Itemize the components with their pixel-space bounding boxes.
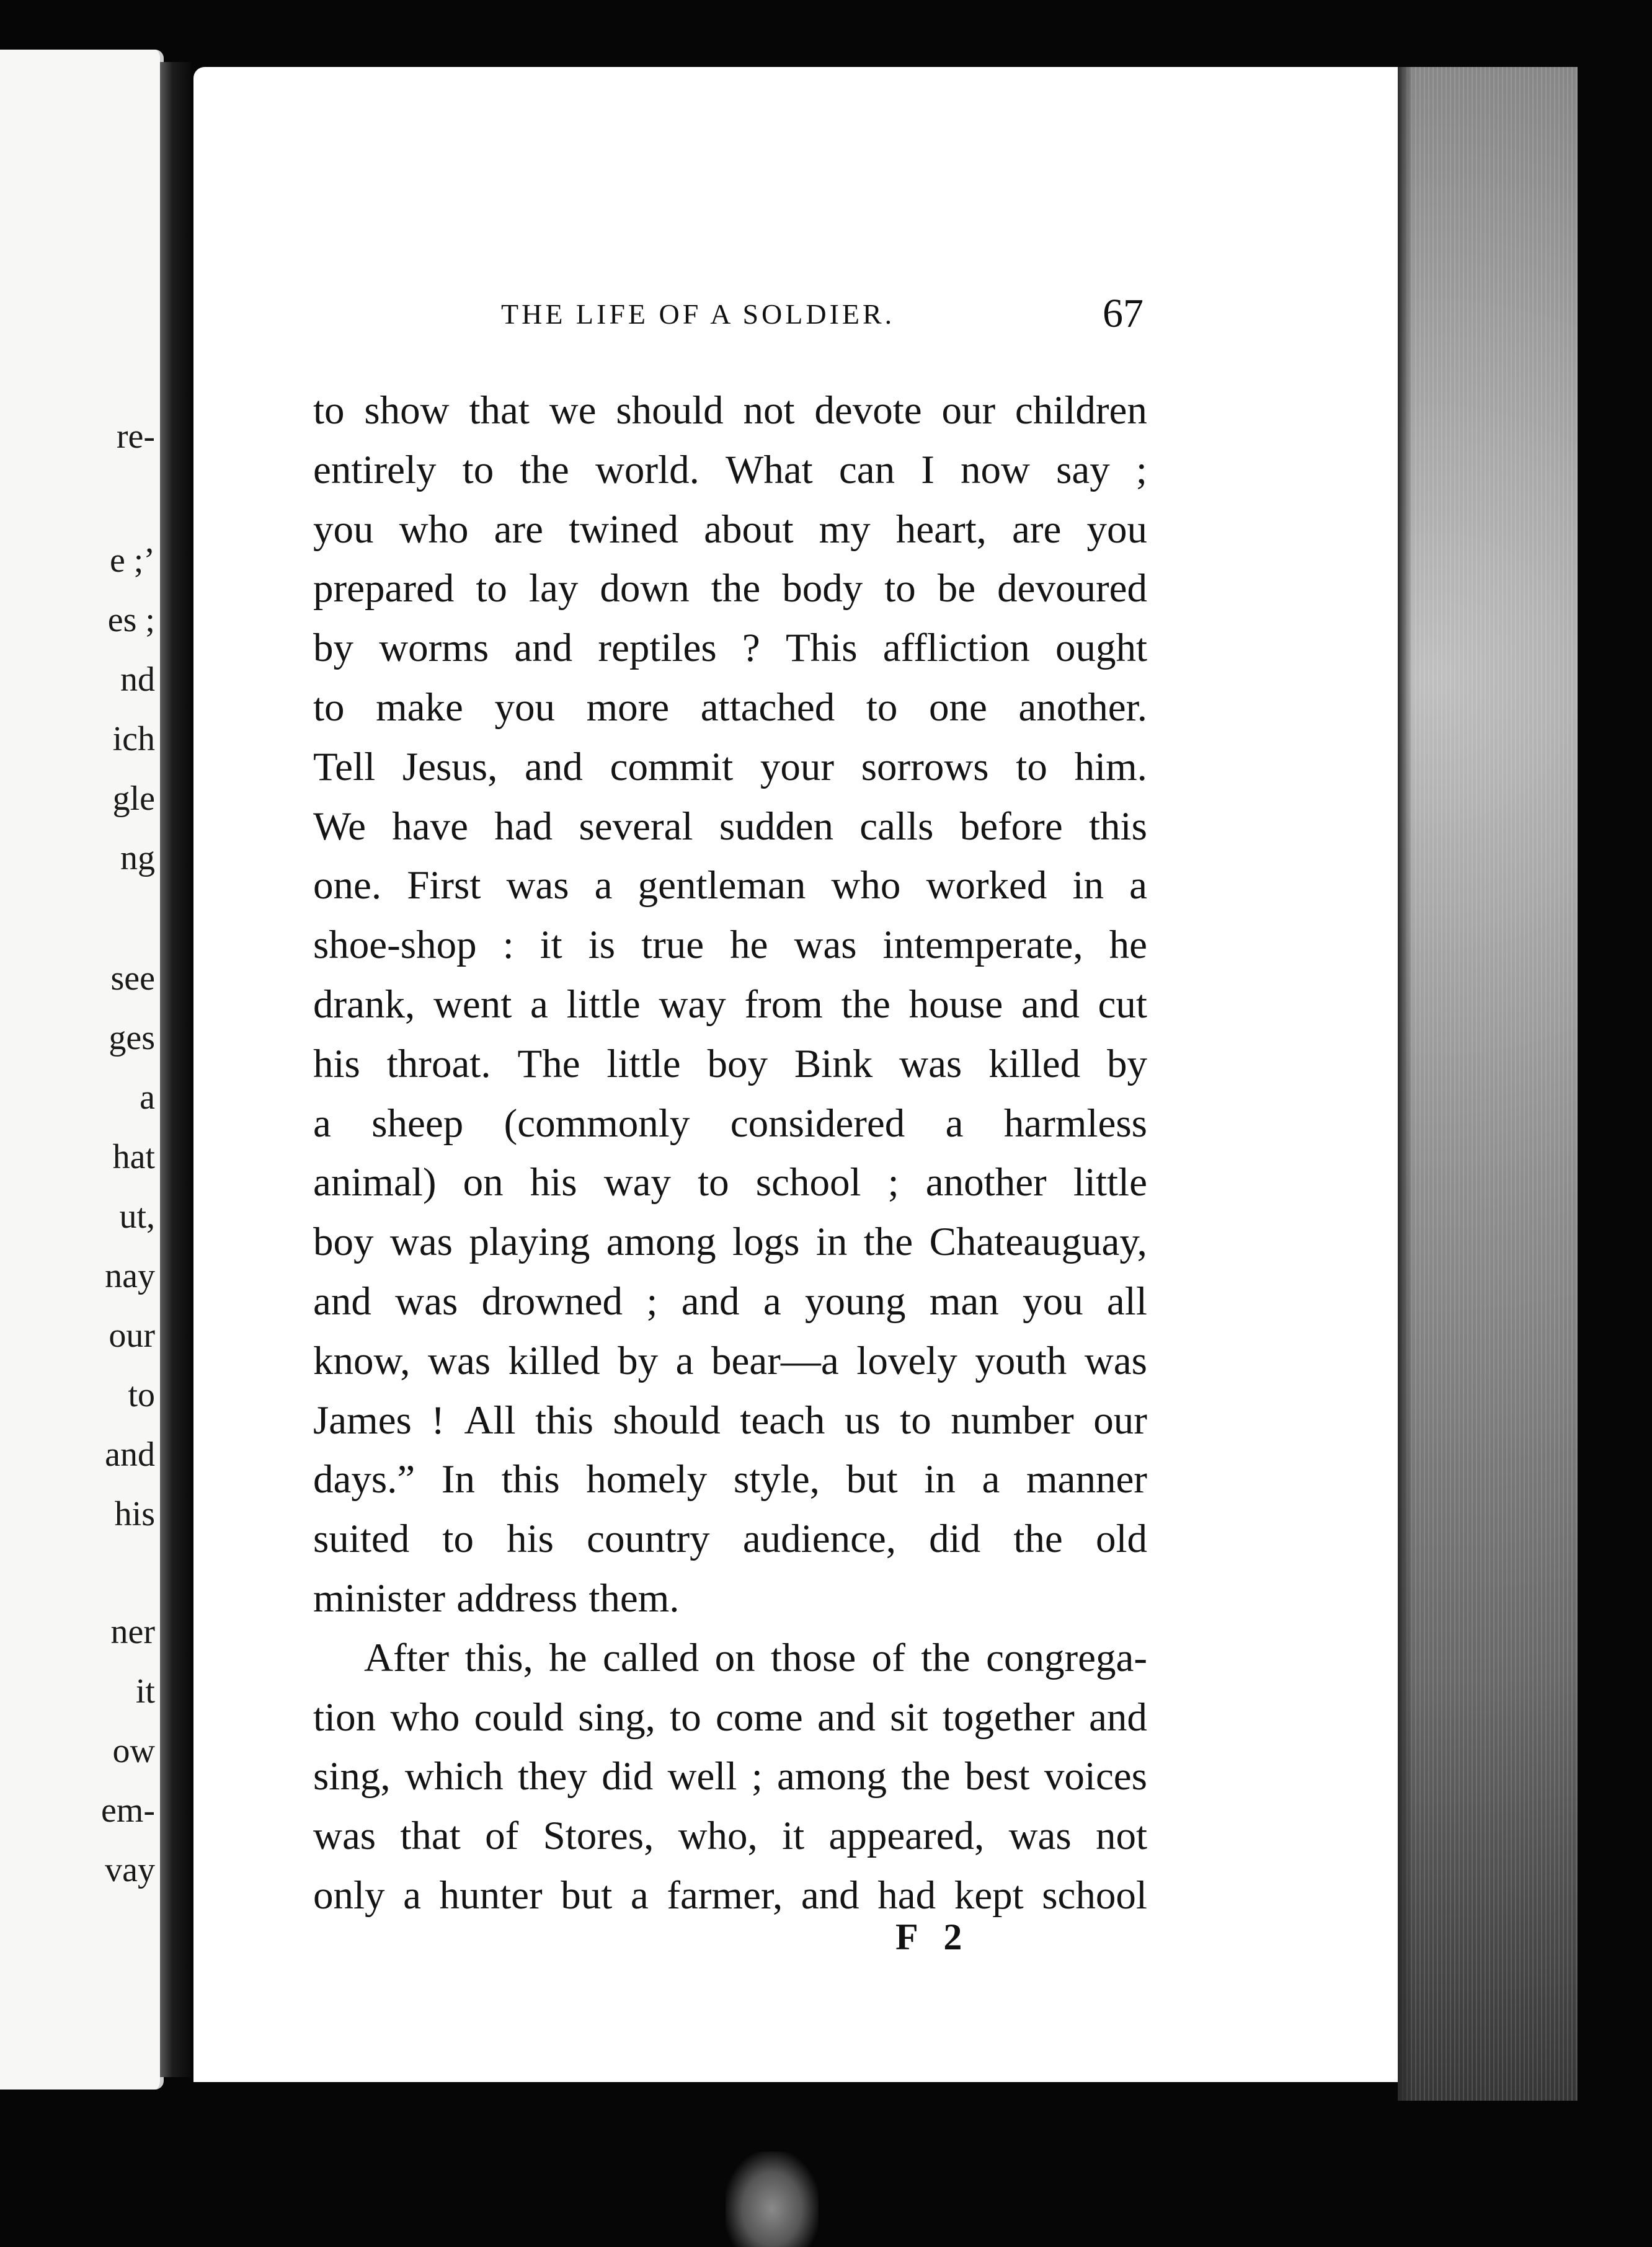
- word: which: [404, 1754, 504, 1799]
- word: to: [1016, 744, 1047, 789]
- word: cut: [1098, 982, 1147, 1027]
- page-edge-speckled: [1398, 67, 1578, 2101]
- left-page-fragment: and: [105, 1435, 155, 1474]
- word: our: [941, 388, 996, 433]
- word: country: [587, 1517, 710, 1562]
- word: we: [549, 388, 597, 433]
- word: you: [1086, 507, 1147, 552]
- word: by: [1107, 1041, 1147, 1086]
- text-line: [313, 500, 1147, 560]
- word: went: [433, 982, 512, 1027]
- running-head: THE LIFE OF A SOLDIER.: [501, 298, 895, 330]
- text-line: [313, 1510, 1147, 1569]
- word: killed: [988, 1041, 1081, 1086]
- word: down: [600, 566, 690, 611]
- word: one.: [313, 863, 382, 908]
- word: the: [901, 1754, 951, 1799]
- word: who: [399, 507, 469, 552]
- left-page-fragment: gle: [112, 779, 155, 818]
- word: throat.: [386, 1041, 491, 1086]
- left-page-fragment: es ;: [107, 601, 155, 639]
- word: ;: [1135, 447, 1147, 492]
- word: !: [431, 1398, 445, 1443]
- word: best: [964, 1754, 1030, 1799]
- text-line: [313, 1688, 1147, 1748]
- word: First: [407, 863, 481, 908]
- word: sorrows: [861, 744, 989, 789]
- left-page-fragment: hat: [112, 1138, 155, 1176]
- word: a: [403, 1872, 422, 1918]
- word: who: [831, 863, 901, 908]
- word: my: [819, 507, 871, 552]
- word: them.: [588, 1576, 680, 1621]
- word: and: [1089, 1695, 1147, 1740]
- text-line: [313, 1213, 1147, 1272]
- word: they: [518, 1754, 587, 1799]
- word: among: [606, 1220, 716, 1265]
- word: bear—a: [711, 1338, 839, 1383]
- body-text: [313, 381, 1147, 1926]
- word: in: [1072, 863, 1104, 908]
- word: well: [667, 1754, 737, 1799]
- word: animal): [313, 1160, 437, 1205]
- text-line: [313, 738, 1147, 797]
- word: boy: [707, 1041, 768, 1086]
- word: not: [1095, 1814, 1147, 1859]
- word: several: [579, 804, 693, 849]
- word: him.: [1074, 744, 1147, 789]
- word: This: [785, 626, 858, 671]
- word: a: [630, 1872, 649, 1918]
- word: know,: [313, 1338, 411, 1383]
- word: lay: [528, 566, 579, 611]
- word: was: [313, 1814, 376, 1859]
- word: on: [463, 1160, 504, 1205]
- word: school: [755, 1160, 861, 1205]
- page-number: 67: [1103, 291, 1144, 336]
- signature-mark: F 2: [895, 1917, 971, 1957]
- page-edge-shadow: [1398, 67, 1413, 2101]
- word: worms: [379, 626, 489, 671]
- word: the: [711, 566, 761, 611]
- word: and: [525, 744, 583, 789]
- word: commit: [610, 744, 734, 789]
- word: playing: [469, 1220, 590, 1265]
- text-line: [313, 441, 1147, 500]
- word: show: [364, 388, 450, 433]
- word: his: [507, 1517, 554, 1562]
- word: but: [846, 1457, 898, 1502]
- word: a: [594, 863, 613, 908]
- word: in: [815, 1220, 848, 1265]
- word: this: [535, 1398, 593, 1443]
- word: suited: [313, 1517, 410, 1562]
- word: farmer,: [667, 1872, 783, 1918]
- word: ;: [751, 1754, 763, 1799]
- word: to: [313, 388, 345, 433]
- word: (commonly: [504, 1101, 690, 1146]
- left-page-fragment: to: [128, 1376, 155, 1414]
- word: who,: [678, 1814, 758, 1859]
- word: style,: [733, 1457, 820, 1502]
- word: another.: [1018, 685, 1147, 730]
- left-facing-page: [0, 50, 164, 2090]
- word: :: [502, 923, 514, 968]
- word: The: [517, 1041, 580, 1086]
- word: intemperate,: [882, 923, 1083, 968]
- text-line: [313, 1391, 1147, 1451]
- text-line: [313, 619, 1147, 678]
- word: I: [921, 447, 935, 492]
- left-page-fragment: ich: [112, 720, 155, 758]
- word: only: [313, 1872, 385, 1918]
- word: ought: [1055, 626, 1147, 671]
- word: come: [716, 1695, 803, 1740]
- word: are: [1012, 507, 1062, 552]
- text-line: [313, 1747, 1147, 1807]
- word: it: [540, 923, 562, 968]
- word: a: [1129, 863, 1147, 908]
- word: killed: [508, 1338, 600, 1383]
- word: congrega-: [986, 1635, 1147, 1680]
- word: twined: [569, 507, 679, 552]
- word: man: [929, 1279, 999, 1324]
- word: your: [760, 744, 835, 789]
- word: and: [313, 1279, 371, 1324]
- text-line: [313, 381, 1147, 441]
- word: another: [925, 1160, 1047, 1205]
- word: more: [586, 685, 670, 730]
- word: the: [921, 1635, 970, 1680]
- word: boy: [313, 1220, 374, 1265]
- text-line: [313, 797, 1147, 857]
- word: the: [863, 1220, 913, 1265]
- word: Tell: [313, 744, 376, 789]
- word: devoured: [997, 566, 1147, 611]
- word: worked: [926, 863, 1047, 908]
- text-line: [313, 1094, 1147, 1154]
- word: of: [871, 1635, 905, 1680]
- text-line: [313, 1569, 1147, 1629]
- word: true: [641, 923, 704, 968]
- word: had: [877, 1872, 936, 1918]
- word: voices: [1044, 1754, 1147, 1799]
- word: lovely: [856, 1338, 957, 1383]
- text-line: [313, 1629, 1147, 1688]
- word: together: [942, 1695, 1075, 1740]
- word: house: [908, 982, 1003, 1027]
- word: way: [659, 982, 726, 1027]
- text-line: [313, 678, 1147, 738]
- left-page-fragment: ges: [109, 1019, 155, 1057]
- word: a: [982, 1457, 1000, 1502]
- word: a: [675, 1338, 694, 1383]
- word: way: [603, 1160, 672, 1205]
- word: say: [1056, 447, 1110, 492]
- word: that: [469, 388, 530, 433]
- text-line: [313, 1807, 1147, 1866]
- word: homely: [586, 1457, 708, 1502]
- word: After: [364, 1635, 450, 1680]
- word: was: [428, 1338, 491, 1383]
- word: attached: [700, 685, 835, 730]
- word: sit: [890, 1695, 928, 1740]
- word: to: [442, 1517, 474, 1562]
- word: a: [763, 1279, 781, 1324]
- word: was: [389, 1220, 453, 1265]
- text-line: [313, 1332, 1147, 1391]
- word: teach: [740, 1398, 825, 1443]
- word: that: [400, 1814, 461, 1859]
- word: gentleman: [637, 863, 806, 908]
- word: by: [313, 626, 353, 671]
- word: ?: [742, 626, 760, 671]
- word: ;: [887, 1160, 899, 1205]
- word: sheep: [371, 1101, 464, 1146]
- word: did: [602, 1754, 654, 1799]
- book-gutter: [160, 62, 191, 2077]
- word: did: [929, 1517, 981, 1562]
- word: was: [506, 863, 569, 908]
- word: you: [1023, 1279, 1083, 1324]
- scan-smudge: [726, 2152, 819, 2247]
- word: drowned: [481, 1279, 623, 1324]
- word: not: [743, 388, 795, 433]
- word: among: [777, 1754, 887, 1799]
- left-page-fragment: see: [110, 959, 155, 998]
- word: now: [961, 447, 1030, 492]
- word: but: [561, 1872, 613, 1918]
- word: old: [1095, 1517, 1147, 1562]
- left-page-fragment: ut,: [119, 1197, 155, 1236]
- word: sing,: [578, 1695, 655, 1740]
- left-page-fragment: it: [135, 1672, 155, 1711]
- word: heart,: [895, 507, 987, 552]
- word: In: [441, 1457, 476, 1502]
- word: a: [530, 982, 548, 1027]
- word: from: [744, 982, 823, 1027]
- word: should: [613, 1398, 721, 1443]
- word: kept: [954, 1872, 1024, 1918]
- word: his: [313, 1041, 360, 1086]
- word: to: [900, 1398, 931, 1443]
- word: one: [928, 685, 987, 730]
- word: and: [1021, 982, 1080, 1027]
- word: audience,: [742, 1517, 897, 1562]
- word: calls: [859, 804, 934, 849]
- word: this: [501, 1457, 560, 1502]
- word: those: [771, 1635, 856, 1680]
- word: it: [782, 1814, 805, 1859]
- text-line: [313, 559, 1147, 619]
- text-line: [313, 1153, 1147, 1213]
- word: all: [1106, 1279, 1147, 1324]
- word: he: [549, 1635, 587, 1680]
- left-page-fragment: em-: [100, 1791, 155, 1830]
- text-line: [313, 975, 1147, 1035]
- word: Jesus,: [402, 744, 498, 789]
- word: body: [782, 566, 863, 611]
- word: the: [520, 447, 569, 492]
- word: was: [794, 923, 857, 968]
- left-page-fragment: re-: [116, 417, 155, 456]
- word: minister: [313, 1576, 446, 1621]
- word: children: [1015, 388, 1147, 433]
- word: and: [801, 1872, 859, 1918]
- word: to: [698, 1160, 729, 1205]
- left-page-fragment: vay: [105, 1851, 155, 1889]
- word: sing,: [313, 1754, 391, 1799]
- word: appeared,: [828, 1814, 985, 1859]
- word: this: [1088, 804, 1147, 849]
- word: who: [390, 1695, 460, 1740]
- word: logs: [732, 1220, 800, 1265]
- word: ;: [646, 1279, 658, 1324]
- word: was: [1084, 1338, 1147, 1383]
- word: tion: [313, 1695, 376, 1740]
- word: shoe-shop: [313, 923, 477, 968]
- word: to: [313, 685, 345, 730]
- word: a: [313, 1101, 331, 1146]
- word: to: [884, 566, 916, 611]
- word: have: [392, 804, 468, 849]
- word: called: [603, 1635, 699, 1680]
- text-line: [313, 916, 1147, 975]
- word: you: [313, 507, 374, 552]
- word: James: [313, 1398, 412, 1443]
- word: his: [530, 1160, 577, 1205]
- word: could: [474, 1695, 564, 1740]
- word: reptiles: [598, 626, 717, 671]
- left-page-fragment: nd: [120, 660, 155, 699]
- word: on: [714, 1635, 755, 1680]
- word: can: [838, 447, 895, 492]
- word: address: [456, 1576, 578, 1621]
- word: drank,: [313, 982, 415, 1027]
- word: by: [618, 1338, 659, 1383]
- word: little: [606, 1041, 681, 1086]
- text-line: [313, 1450, 1147, 1510]
- word: us: [844, 1398, 881, 1443]
- word: to: [670, 1695, 701, 1740]
- word: Stores,: [543, 1814, 654, 1859]
- word: are: [494, 507, 543, 552]
- word: young: [805, 1279, 906, 1324]
- word: is: [588, 923, 616, 968]
- word: about: [704, 507, 794, 552]
- word: you: [494, 685, 555, 730]
- word: and: [681, 1279, 740, 1324]
- word: was: [899, 1041, 962, 1086]
- word: and: [514, 626, 573, 671]
- text-line: [313, 1035, 1147, 1094]
- word: entirely: [313, 447, 437, 492]
- word: Chateauguay,: [929, 1220, 1147, 1265]
- word: days.”: [313, 1457, 415, 1502]
- word: manner: [1026, 1457, 1147, 1502]
- word: school: [1042, 1872, 1147, 1918]
- word: this,: [464, 1635, 533, 1680]
- word: be: [937, 566, 976, 611]
- word: little: [1073, 1160, 1147, 1205]
- word: and: [817, 1695, 876, 1740]
- word: before: [959, 804, 1063, 849]
- word: was: [1008, 1814, 1072, 1859]
- left-page-fragment: ow: [112, 1732, 155, 1770]
- text-line: [313, 1272, 1147, 1332]
- word: a: [945, 1101, 964, 1146]
- word: the: [1013, 1517, 1063, 1562]
- left-page-fragment: ner: [110, 1613, 155, 1651]
- left-page-fragment: a: [140, 1078, 155, 1117]
- word: affliction: [882, 626, 1030, 671]
- text-line: [313, 1866, 1147, 1926]
- word: considered: [730, 1101, 905, 1146]
- word: in: [924, 1457, 956, 1502]
- word: hunter: [439, 1872, 543, 1918]
- word: little: [566, 982, 641, 1027]
- word: should: [616, 388, 724, 433]
- word: prepared: [313, 566, 455, 611]
- left-page-fragment: e ;’: [109, 541, 155, 580]
- word: of: [485, 1814, 519, 1859]
- word: our: [1093, 1398, 1147, 1443]
- left-page-fragment: his: [114, 1495, 155, 1533]
- word: was: [395, 1279, 458, 1324]
- word: make: [376, 685, 463, 730]
- word: to: [476, 566, 507, 611]
- word: Bink: [794, 1041, 873, 1086]
- word: harmless: [1003, 1101, 1147, 1146]
- word: We: [313, 804, 366, 849]
- left-page-fragment: nay: [105, 1257, 155, 1295]
- word: he: [1109, 923, 1147, 968]
- word: number: [951, 1398, 1074, 1443]
- left-page-fragment: our: [109, 1316, 155, 1355]
- left-page-fragment: ng: [120, 839, 155, 877]
- word: to: [462, 447, 494, 492]
- word: youth: [975, 1338, 1067, 1383]
- word: to: [866, 685, 898, 730]
- word: What: [725, 447, 813, 492]
- word: devote: [814, 388, 922, 433]
- word: sudden: [719, 804, 833, 849]
- word: All: [464, 1398, 516, 1443]
- word: the: [841, 982, 890, 1027]
- word: he: [730, 923, 768, 968]
- word: had: [494, 804, 553, 849]
- word: world.: [595, 447, 699, 492]
- text-line: [313, 856, 1147, 916]
